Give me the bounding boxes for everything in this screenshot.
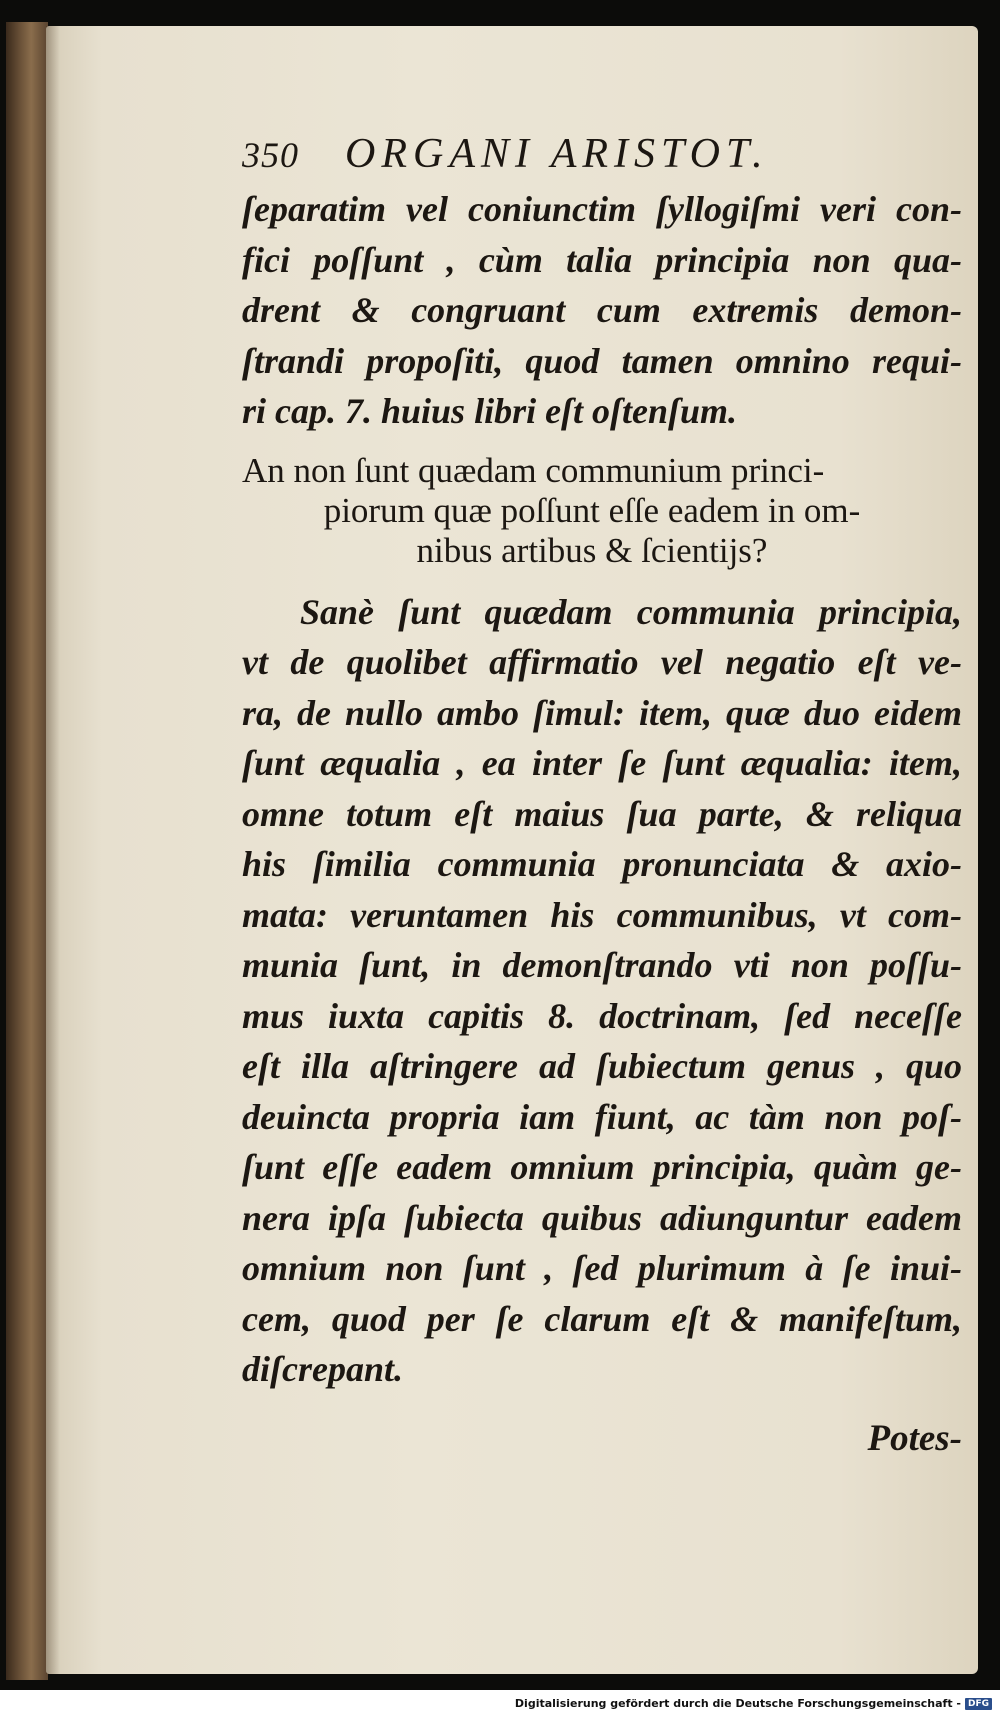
- text-line: cem, quod per ſe clarum eſt & manifeſtum,: [242, 1298, 962, 1339]
- running-header: [242, 130, 962, 178]
- text-line: mata: veruntamen his communibus, vt com-: [242, 894, 962, 935]
- question-line: An non ſunt quædam communium princi-: [242, 450, 825, 490]
- text-line: ſunt eſſe eadem omnium principia, quàm ge-: [242, 1147, 962, 1187]
- text-line: drent & congruant cum extremis demon-: [242, 290, 962, 330]
- text-line: nera ipſa ſubiecta quibus adiunguntur eadem: [242, 1197, 962, 1238]
- question-line: nibus artibus & ſcientijs?: [416, 530, 768, 570]
- text-line: diſcrepant.: [242, 1349, 403, 1389]
- digitization-credit: [515, 1697, 992, 1710]
- dfg-logo: DFG: [965, 1698, 992, 1710]
- paragraph-1: [242, 184, 962, 437]
- catchword: Potes-: [867, 1417, 962, 1459]
- credit-text: Digitalisierung gefördert durch die Deutsche Forschungsgemeinschaft -: [514, 1697, 961, 1710]
- page-text: [242, 130, 962, 1460]
- text-line: munia ſunt, in demonſtrando vti non poſſu-: [242, 945, 962, 985]
- text-line: Sanè ſunt quædam communia principia,: [300, 591, 962, 632]
- paragraph-2: [242, 587, 962, 1395]
- text-line: eſt illa aſtringere ad ſubiectum genus , quo: [242, 1046, 962, 1086]
- text-line: ra, de nullo ambo ſimul: item, quæ duo eidem: [242, 692, 962, 733]
- text-line: mus iuxta capitis 8. doctrinam, ſed neceſſe: [242, 995, 962, 1036]
- section-question: [242, 451, 942, 571]
- text-line: his ſimilia communia pronunciata & axio-: [242, 844, 962, 884]
- text-line: vt de quolibet affirmatio vel negatio eſt ve-: [242, 642, 962, 682]
- text-line: deuincta propria iam fiunt, ac tàm non poſ-: [242, 1096, 962, 1137]
- text-line: fici poſſunt , cùm talia principia non qua-: [242, 239, 962, 280]
- book-edge: [6, 22, 48, 1680]
- text-line: ri cap. 7. huius libri eſt oſtenſum.: [242, 391, 738, 431]
- text-line: ſtrandi propoſiti, quod tamen omnino requi-: [242, 340, 962, 381]
- gutter-shadow: [46, 26, 60, 1674]
- question-line: piorum quæ poſſunt eſſe eadem in om-: [323, 490, 861, 530]
- text-line: omnium non ſunt , ſed plurimum à ſe inui-: [242, 1248, 962, 1288]
- text-line: ſeparatim vel coniunctim ſyllogiſmi veri con-: [242, 189, 962, 229]
- running-title: ORGANI ARISTOT.: [345, 131, 769, 177]
- page-number: 350: [242, 135, 299, 175]
- text-line: ſunt æqualia , ea inter ſe ſunt æqualia: item,: [242, 743, 962, 783]
- text-line: omne totum eſt maius ſua parte, & reliqua: [242, 793, 962, 834]
